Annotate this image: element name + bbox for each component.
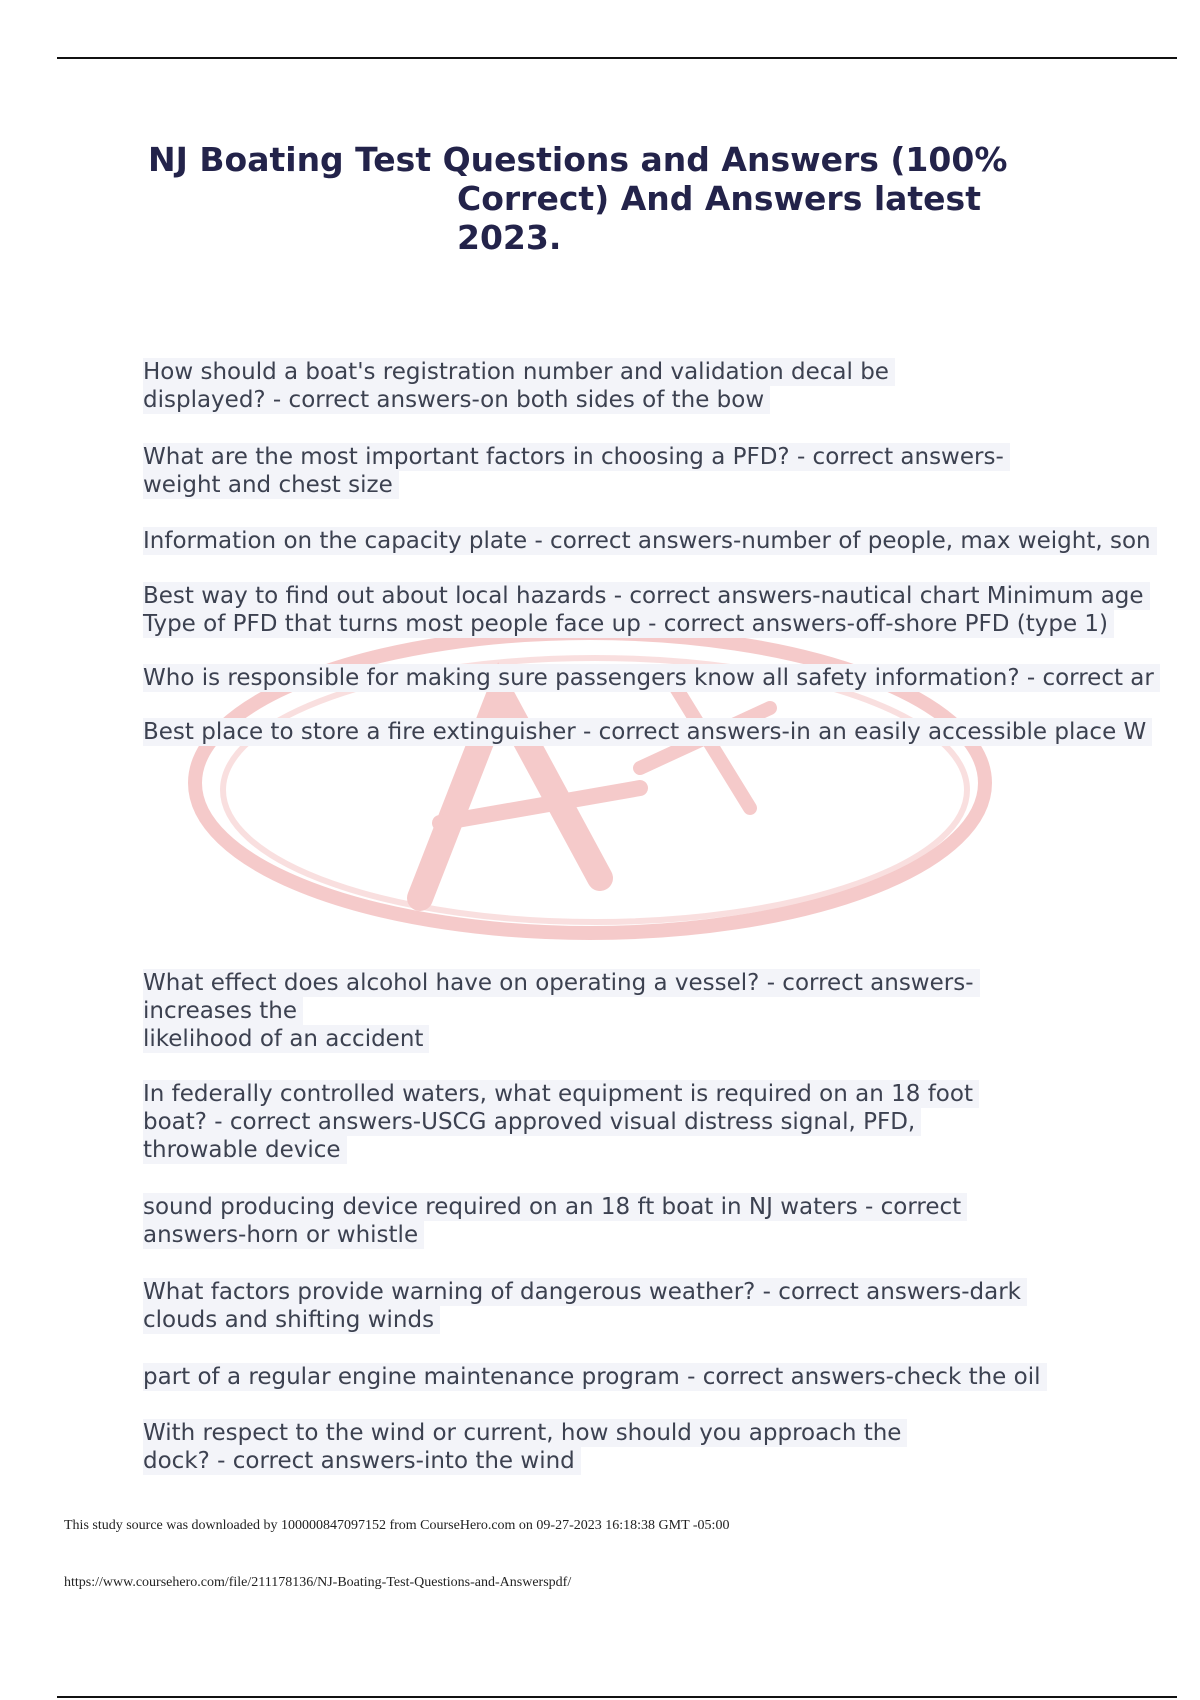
qa-line: What are the most important factors in choosing a PFD? - correct answers- (143, 443, 1010, 471)
qa-line: displayed? - correct answers-on both sides of the bow (143, 386, 770, 414)
qa-item (143, 582, 1150, 638)
qa-item (143, 527, 1157, 555)
qa-item (143, 1080, 979, 1164)
qa-line: With respect to the wind or current, how should you approach the (143, 1419, 907, 1447)
qa-line: Who is responsible for making sure passengers know all safety information? - correct ar (143, 664, 1160, 692)
qa-item (143, 1419, 907, 1475)
qa-item (143, 664, 1160, 692)
qa-item (143, 1193, 967, 1249)
title-line-2: Correct) And Answers latest (457, 179, 981, 218)
qa-line: likelihood of an accident (143, 1025, 429, 1053)
qa-line: Type of PFD that turns most people face up - correct answers-off-shore PFD (type 1) (143, 610, 1114, 638)
qa-line: How should a boat's registration number and validation decal be (143, 358, 895, 386)
qa-line: What effect does alcohol have on operating a vessel? - correct answers- (143, 969, 980, 997)
qa-item (143, 1363, 1047, 1391)
qa-line: boat? - correct answers-USCG approved visual distress signal, PFD, (143, 1108, 921, 1136)
qa-line: In federally controlled waters, what equipment is required on an 18 foot (143, 1080, 979, 1108)
qa-line: increases the (143, 997, 303, 1025)
download-note: This study source was downloaded by 100000847097152 from CourseHero.com on 09-27-2023 16:18:38 GMT -05:00 (64, 1518, 730, 1533)
qa-line: sound producing device required on an 18 ft boat in NJ waters - correct (143, 1193, 967, 1221)
qa-line: weight and chest size (143, 471, 399, 499)
qa-line: What factors provide warning of dangerous weather? - correct answers-dark (143, 1278, 1027, 1306)
qa-line: Information on the capacity plate - correct answers-number of people, max weight, son (143, 527, 1157, 555)
source-url: https://www.coursehero.com/file/211178136/NJ-Boating-Test-Questions-and-Answerspdf/ (64, 1575, 572, 1590)
top-divider (57, 57, 1177, 59)
qa-item (143, 969, 980, 1053)
qa-item (143, 1278, 1027, 1334)
bottom-divider (57, 1696, 1177, 1698)
qa-item (143, 358, 895, 414)
qa-line: dock? - correct answers-into the wind (143, 1447, 581, 1475)
title-line-3: 2023. (457, 218, 562, 257)
qa-line: Best place to store a fire extinguisher - correct answers-in an easily accessible place W (143, 718, 1152, 746)
qa-line: answers-horn or whistle (143, 1221, 424, 1249)
qa-item (143, 718, 1152, 746)
qa-line: clouds and shifting winds (143, 1306, 440, 1334)
qa-line: Best way to find out about local hazards - correct answers-nautical chart Minimum age (143, 582, 1150, 610)
qa-item (143, 443, 1010, 499)
document-title (148, 140, 1028, 257)
qa-line: part of a regular engine maintenance program - correct answers-check the oil (143, 1363, 1047, 1391)
title-line-1: NJ Boating Test Questions and Answers (100% (148, 140, 1008, 179)
qa-line: throwable device (143, 1136, 347, 1164)
